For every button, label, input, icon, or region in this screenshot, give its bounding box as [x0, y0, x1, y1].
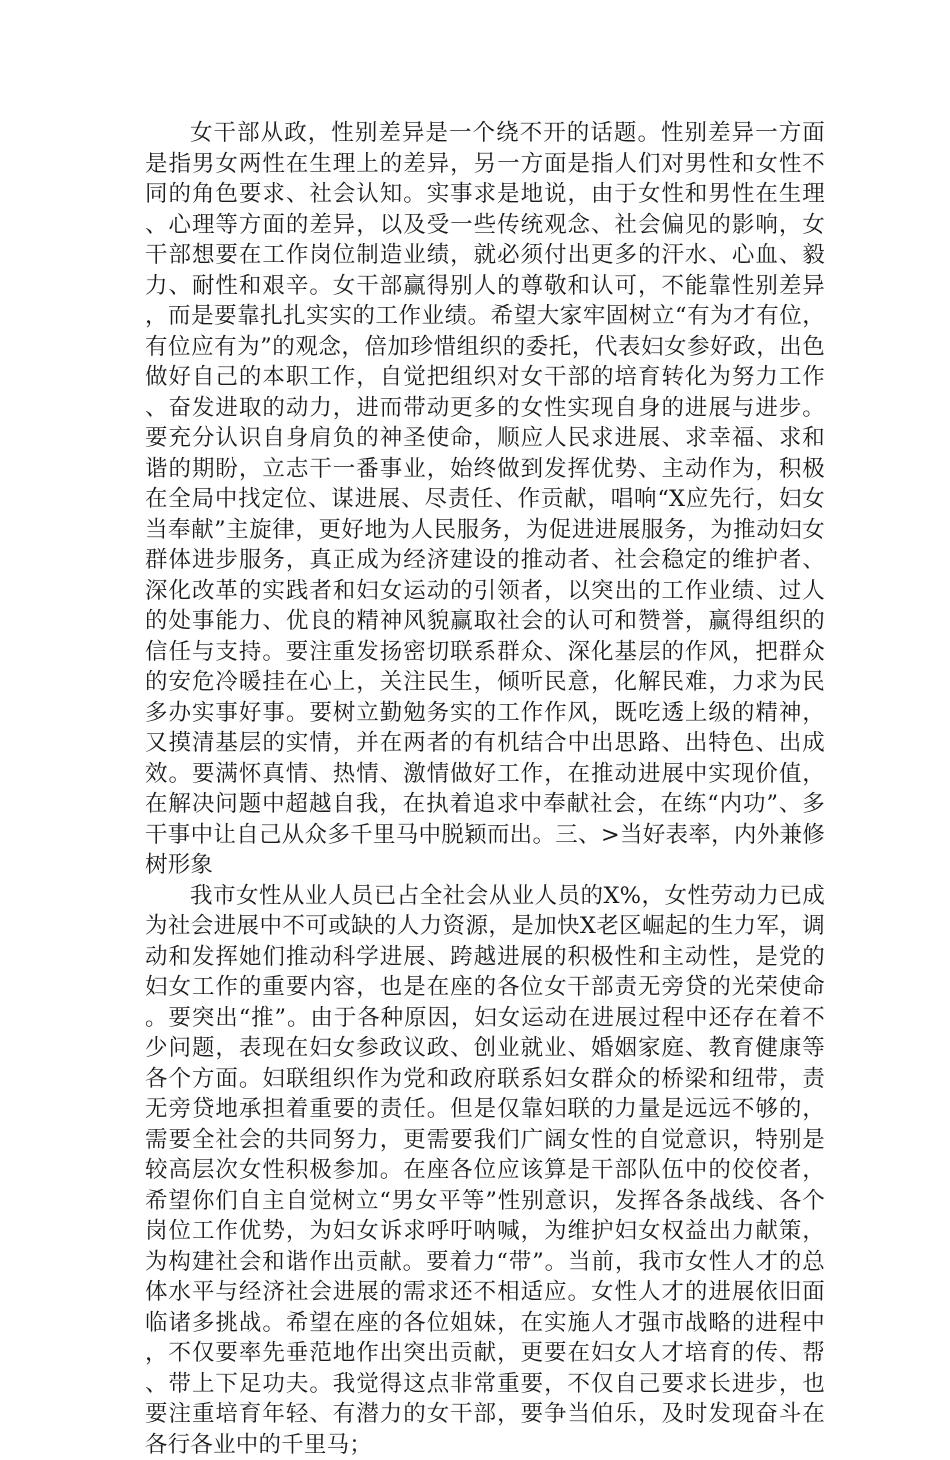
document-body — [145, 118, 825, 1460]
paragraph-2: 我市女性从业人员已占全社会从业人员的X%，女性劳动力已成为社会进展中不可或缺的人力资源，是加快X老区崛起的生力军，调动和发挥她们推动科学进展、跨越进展的积极性和主动性，是党的妇女工作的重要内容，也是在座的各位女干部责无旁贷的光荣使命。要突出“推”。由于各种原因，妇女运动在进展过程中还存在着不少问题，表现在妇女参政议政、创业就业、婚姻家庭、教育健康等各个方面。妇联组织作为党和政府联系妇女群众的桥梁和纽带，责无旁贷地承担着重要的责任。但是仅靠妇联的力量是远远不够的，需要全社会的共同努力，更需要我们广阔女性的自觉意识，特别是较高层次女性积极参加。在座各位应该算是干部队伍中的佼佼者，希望你们自主自觉树立“男女平等”性别意识，发挥各条战线、各个岗位工作优势，为妇女诉求呼吁呐喊，为维护妇女权益出力献策，为构建社会和谐作出贡献。要着力“带”。当前，我市女性人才的总体水平与经济社会进展的需求还不相适应。女性人才的进展依旧面临诸多挑战。希望在座的各位姐妹，在实施人才强市战略的进程中，不仅要率先垂范地作出突出贡献，更要在妇女人才培育的传、帮、带上下足功夫。我觉得这点非常重要，不仅自己要求长进步，也要注重培育年轻、有潜力的女干部，要争当伯乐，及时发现奋斗在各行各业中的千里马； — [145, 881, 825, 1460]
paragraph-1: 女干部从政，性别差异是一个绕不开的话题。性别差异一方面是指男女两性在生理上的差异，另一方面是指人们对男性和女性不同的角色要求、社会认知。实事求是地说，由于女性和男性在生理、心理等方面的差异，以及受一些传统观念、社会偏见的影响，女干部想要在工作岗位制造业绩，就必须付出更多的汗水、心血、毅力、耐性和艰辛。女干部赢得别人的尊敬和认可，不能靠性别差异，而是要靠扎扎实实的工作业绩。希望大家牢固树立“有为才有位，有位应有为”的观念，倍加珍惜组织的委托，代表妇女参好政，出色做好自己的本职工作，自觉把组织对女干部的培育转化为努力工作、奋发进取的动力，进而带动更多的女性实现自身的进展与进步。要充分认识自身肩负的神圣使命，顺应人民求进展、求幸福、求和谐的期盼，立志干一番事业，始终做到发挥优势、主动作为，积极在全局中找定位、谋进展、尽责任、作贡献，唱响“X应先行，妇女当奉献”主旋律，更好地为人民服务，为促进进展服务，为推动妇女群体进步服务，真正成为经济建设的推动者、社会稳定的维护者、深化改革的实践者和妇女运动的引领者，以突出的工作业绩、过人的处事能力、优良的精神风貌赢取社会的认可和赞誉，赢得组织的信任与支持。要注重发扬密切联系群众、深化基层的作风，把群众的安危冷暖挂在心上，关注民生，倾听民意，化解民难，力求为民多办实事好事。要树立勤勉务实的工作作风，既吃透上级的精神，又摸清基层的实情，并在两者的有机结合中出思路、出特色、出成效。要满怀真情、热情、激情做好工作，在推动进展中实现价值，在解决问题中超越自我，在执着追求中奉献社会，在练“内功”、多干事中让自己从众多千里马中脱颖而出。三、>当好表率，内外兼修树形象 — [145, 118, 825, 881]
